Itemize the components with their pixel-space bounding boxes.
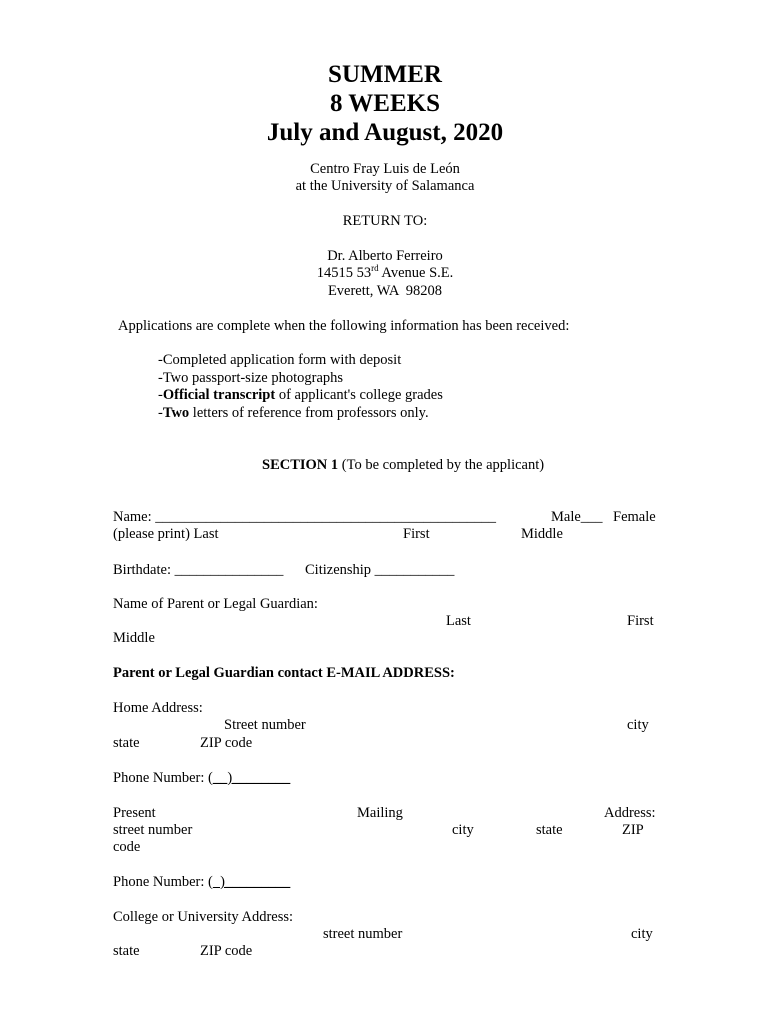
org-university: at the University of Salamanca: [295, 178, 475, 194]
requirements-intro: Applications are complete when the following information has been received:: [118, 318, 570, 334]
guardian-middle-caption: Middle: [113, 630, 155, 646]
item-prefix: -: [158, 405, 163, 421]
college-street-caption: street number: [323, 926, 403, 942]
guardian-name-label: Name of Parent or Legal Guardian:: [113, 596, 318, 612]
title-summer: SUMMER: [328, 61, 442, 88]
home-zip-caption: ZIP code: [200, 735, 253, 751]
female-field[interactable]: Female: [613, 509, 656, 525]
home-street-caption: Street number: [224, 717, 306, 733]
item-text: of applicant's college grades: [275, 387, 443, 403]
name-first-caption: First: [403, 526, 430, 542]
phone-number-field-2[interactable]: [113, 874, 290, 891]
item-bold: Two: [162, 405, 190, 421]
section-1-heading: [262, 457, 544, 474]
item-prefix: -: [158, 387, 163, 403]
home-city-caption: city: [627, 717, 649, 733]
item-text: letters of reference from professors only.: [189, 405, 429, 421]
phone-label: Phone Number: (: [113, 770, 213, 786]
male-field[interactable]: Male___: [551, 509, 603, 525]
guardian-last-caption: Last: [446, 613, 471, 629]
contact-street: [0, 265, 770, 282]
home-address-label: Home Address:: [113, 700, 203, 716]
requirement-item: [158, 387, 443, 404]
college-zip-caption: ZIP code: [200, 943, 253, 959]
college-address-label: College or University Address:: [113, 909, 294, 925]
present-label: Present: [113, 805, 156, 821]
street-ordinal: rd: [371, 263, 379, 274]
guardian-first-caption: First: [627, 613, 654, 629]
requirement-item: [158, 405, 429, 422]
birthdate-field[interactable]: Birthdate: _______________: [113, 562, 284, 578]
title-weeks: 8 WEEKS: [330, 90, 440, 117]
guardian-email-label: Parent or Legal Guardian contact E-MAIL ADDRESS:: [113, 665, 455, 681]
present-code-caption: code: [113, 839, 141, 855]
street-name: Avenue S.E.: [378, 265, 454, 281]
citizenship-field[interactable]: Citizenship ___________: [305, 562, 455, 578]
requirement-item: -Completed application form with deposit: [158, 352, 402, 368]
present-zip-caption: ZIP: [622, 822, 644, 838]
address-label: Address:: [604, 805, 656, 821]
requirement-item: -Two passport-size photographs: [158, 370, 344, 386]
home-state-caption: state: [113, 735, 140, 751]
section-1-label: SECTION 1: [262, 457, 339, 473]
phone-blank[interactable]: __)________: [212, 770, 291, 786]
name-last-caption: (please print) Last: [113, 526, 219, 542]
org-name: Centro Fray Luis de León: [310, 161, 460, 177]
item-bold: Official transcript: [162, 387, 276, 403]
college-state-caption: state: [113, 943, 140, 959]
name-middle-caption: Middle: [521, 526, 563, 542]
return-to-label: RETURN TO:: [342, 213, 428, 229]
street-number: 14515 53: [316, 265, 372, 281]
name-field[interactable]: Name: _______________________________________________: [113, 509, 497, 525]
contact-name: Dr. Alberto Ferreiro: [327, 248, 443, 264]
section-1-note: (To be completed by the applicant): [338, 457, 545, 473]
phone-label: Phone Number: (: [113, 874, 213, 890]
present-street-caption: street number: [113, 822, 193, 838]
contact-city: Everett, WA 98208: [327, 283, 443, 299]
present-state-caption: state: [536, 822, 563, 838]
present-city-caption: city: [452, 822, 474, 838]
phone-blank[interactable]: )_________: [212, 874, 291, 890]
title-dates: July and August, 2020: [266, 119, 504, 146]
college-city-caption: city: [631, 926, 653, 942]
phone-number-field[interactable]: [113, 770, 290, 787]
mailing-label: Mailing: [357, 805, 403, 821]
